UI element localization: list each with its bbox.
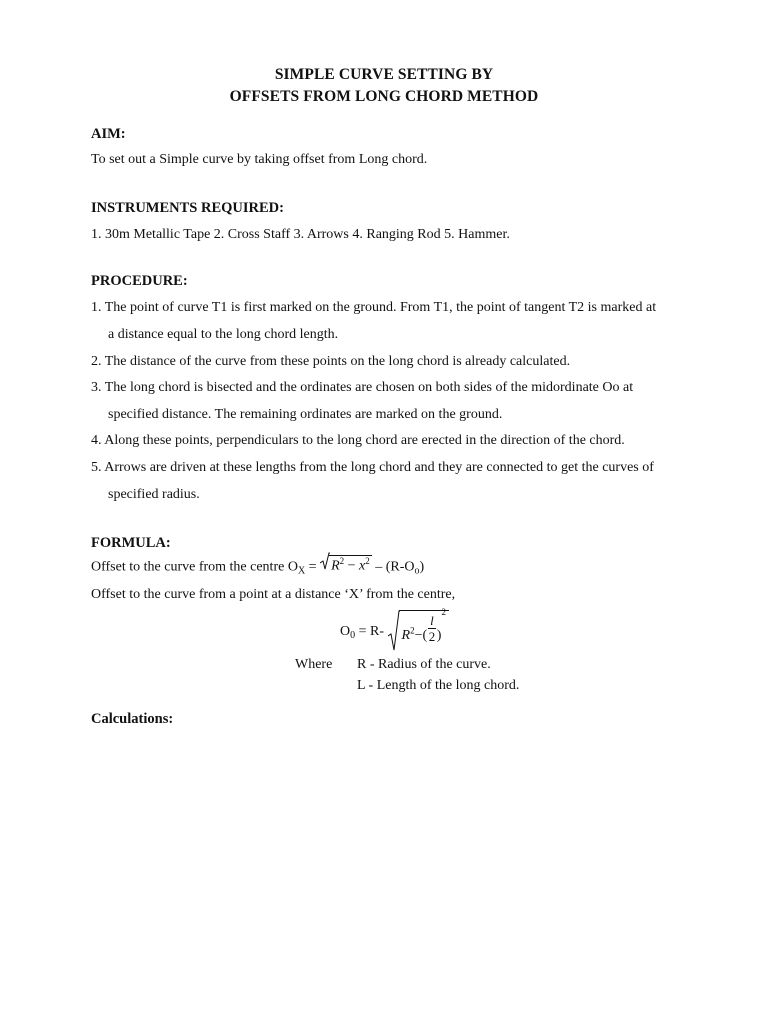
sqrt-radical (320, 555, 372, 575)
formula-line-2: Offset to the curve from a point at a distance ‘X’ from the centre, (91, 587, 456, 602)
procedure-step-5-line-2: specified radius. (108, 487, 200, 502)
o0-minus: −( (414, 627, 428, 643)
formula-centre-prefix: Offset to the curve from the centre O (91, 559, 298, 575)
formula-centre-suffix: – (R-O (371, 559, 415, 575)
instruments-heading: INSTRUMENTS REQUIRED: (91, 200, 284, 216)
o0-denominator: 2 (428, 629, 436, 644)
aim-heading: AIM: (91, 126, 126, 142)
o0-r: R (401, 627, 411, 643)
where-length: L - Length of the long chord. (357, 678, 520, 693)
formula-o0 (340, 607, 449, 654)
radicand-x: x (359, 558, 366, 574)
procedure-step-1-line-2: a distance equal to the long chord length. (108, 327, 339, 342)
procedure-step-4-line-1: 4. Along these points, perpendiculars to the long chord are erected in the direction of the chord. (91, 433, 625, 448)
procedure-heading: PROCEDURE: (91, 273, 188, 289)
o0-label: O (340, 624, 351, 639)
o0-numerator: l (430, 613, 434, 628)
radicand-r-exp: 2 (339, 556, 345, 566)
procedure-step-1-line-1: 1. The point of curve T1 is first marked on the ground. From T1, the point of tangent T2 is marked at (91, 300, 657, 315)
radicand-x-exp: 2 (365, 556, 370, 566)
formula-close-paren: ) (419, 559, 425, 575)
formula-heading: FORMULA: (91, 535, 171, 551)
procedure-step-5-line-1: 5. Arrows are driven at these lengths from the long chord and they are connected to get the curves of (91, 460, 654, 475)
procedure-step-3-line-1: 3. The long chord is bisected and the ordinates are chosen on both sides of the midordinate Oo at (91, 380, 634, 395)
o0-r-exp: 2 (410, 625, 415, 635)
aim-text: To set out a Simple curve by taking offset from Long chord. (91, 152, 428, 167)
o0-sub: 0 (350, 630, 356, 641)
title-line-2: OFFSETS FROM LONG CHORD METHOD (229, 88, 539, 105)
procedure-step-2-line-1: 2. The distance of the curve from these points on the long chord is already calculated. (91, 354, 571, 369)
formula-ox-sub: X (297, 565, 306, 577)
calculations-heading: Calculations: (91, 711, 174, 727)
o0-eq: = R- (355, 624, 388, 639)
where-label: Where (295, 657, 333, 672)
procedure-step-3-line-2: specified distance. The remaining ordinates are marked on the ground. (108, 407, 503, 422)
o0-outer-exp: 2 (441, 607, 446, 617)
sqrt-sign-icon (320, 552, 330, 572)
formula-oo-sub: o (414, 565, 420, 577)
radicand-r: R (331, 558, 340, 574)
where-radius: R - Radius of the curve. (357, 657, 491, 672)
o0-sqrt-radical (388, 607, 449, 654)
o0-close: ) (436, 627, 442, 643)
instruments-text: 1. 30m Metallic Tape 2. Cross Staff 3. Arrows 4. Ranging Rod 5. Hammer. (91, 227, 510, 242)
formula-centre-offset (91, 556, 424, 577)
o0-fraction (428, 613, 436, 645)
title-line-1: SIMPLE CURVE SETTING BY (274, 66, 494, 83)
formula-eq: = (305, 559, 321, 575)
radicand-minus: − (344, 558, 360, 574)
